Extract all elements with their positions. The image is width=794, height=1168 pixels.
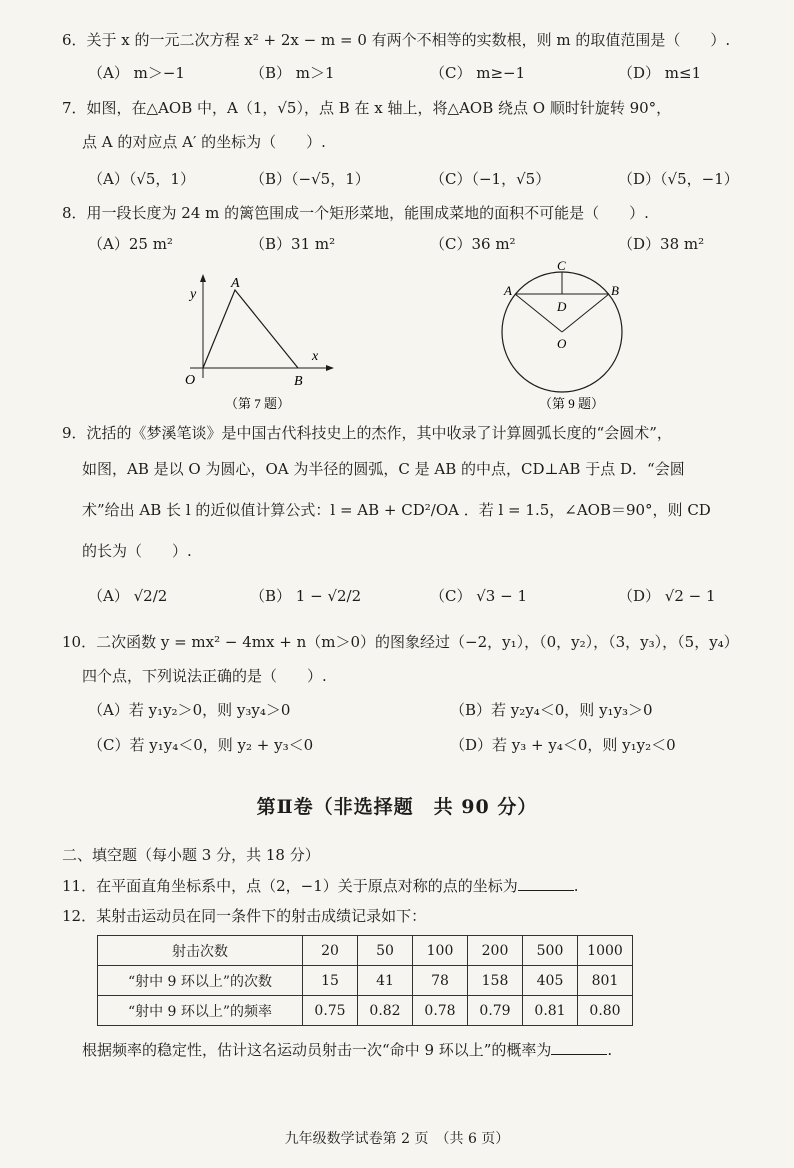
fig7-triangle xyxy=(203,290,298,368)
table-header-cell: 1000 xyxy=(578,936,633,966)
table-cell: 0.79 xyxy=(468,996,523,1026)
fig7-label-y: y xyxy=(190,287,197,302)
q9-option-b[interactable]: （B） 1 − √2/2 xyxy=(250,587,362,605)
table-cell: 41 xyxy=(358,966,413,996)
q8-option-a[interactable]: （A）25 m² xyxy=(88,235,173,253)
q11-stem xyxy=(62,876,579,896)
fig9-label-d: D xyxy=(557,299,567,314)
q8-stem: 8．用一段长度为 24 m 的篱笆围成一个矩形菜地，能围成菜地的面积不可能是（ ）. xyxy=(62,204,649,222)
q10-option-b[interactable]: （B）若 y₂y₄＜0，则 y₁y₃＞0 xyxy=(450,701,653,719)
q6-option-a[interactable]: （A） m＞−1 xyxy=(88,64,185,82)
q12-followup xyxy=(82,1040,612,1060)
q8-option-c[interactable]: （C）36 m² xyxy=(430,235,516,253)
fig9-segment-oa xyxy=(515,294,562,332)
q10-option-c[interactable]: （C）若 y₁y₄＜0，则 y₂ + y₃＜0 xyxy=(88,736,314,754)
q9-stem-line2: 如图，AB 是以 O 为圆心，OA 为半径的圆弧，C 是 AB 的中点，CD⊥AB 于点 D．“会圆 xyxy=(82,460,685,478)
table-cell: 0.81 xyxy=(523,996,578,1026)
table-row xyxy=(98,996,633,1026)
table-header-cell: 射击次数 xyxy=(98,936,303,966)
q9-stem-line4: 的长为（ ）. xyxy=(82,542,192,560)
fig7-label-a: A xyxy=(231,276,240,291)
q7-stem-line1: 7．如图，在△AOB 中，A（1，√5），点 B 在 x 轴上，将△AOB 绕点 O 顺时针旋转 90°， xyxy=(62,99,672,117)
q9-option-a[interactable]: （A） √2/2 xyxy=(88,587,168,605)
q6-stem: 6．关于 x 的一元二次方程 x² + 2x − m = 0 有两个不相等的实数根，则 m 的取值范围是（ ）. xyxy=(62,31,731,49)
q11-text: 11．在平面直角坐标系中，点（2，−1）关于原点对称的点的坐标为 xyxy=(62,877,518,895)
table-cell: 405 xyxy=(523,966,578,996)
q10-option-a[interactable]: （A）若 y₁y₂＞0，则 y₃y₄＞0 xyxy=(88,701,291,719)
table-cell: “射中 9 环以上”的次数 xyxy=(98,966,303,996)
q7-stem-line2: 点 A 的对应点 A′ 的坐标为（ ）. xyxy=(82,133,326,151)
table-cell: 0.75 xyxy=(303,996,358,1026)
table-cell: 0.80 xyxy=(578,996,633,1026)
q9-option-d[interactable]: （D） √2 − 1 xyxy=(618,587,716,605)
q6-option-d[interactable]: （D） m≤1 xyxy=(618,64,702,82)
table-header-cell: 200 xyxy=(468,936,523,966)
q12-period: . xyxy=(607,1041,613,1059)
q7-option-d[interactable]: （D）（√5，−1） xyxy=(618,170,739,188)
q9-stem-line3: 术”给出 AB 长 l 的近似值计算公式：l = AB + CD²/OA ．若 l = 1.5，∠AOB＝90°，则 CD xyxy=(82,501,711,519)
fig7-y-arrow xyxy=(200,274,206,282)
q10-option-d[interactable]: （D）若 y₃ + y₄＜0，则 y₁y₂＜0 xyxy=(450,736,676,754)
q7-option-c[interactable]: （C）（−1，√5） xyxy=(430,170,551,188)
table-cell: 0.82 xyxy=(358,996,413,1026)
q7-option-a[interactable]: （A）（√5，1） xyxy=(88,170,195,188)
table-cell: “射中 9 环以上”的频率 xyxy=(98,996,303,1026)
table-header-row xyxy=(98,936,633,966)
fig9-segment-ob xyxy=(562,294,609,332)
table-header-cell: 500 xyxy=(523,936,578,966)
table-cell: 158 xyxy=(468,966,523,996)
fig9-caption: （第 9 题） xyxy=(539,396,605,411)
q10-stem-line1: 10．二次函数 y = mx² − 4mx + n（m＞0）的图象经过（−2，y₁），（0，y₂），（3，y₃），（5，y₄） xyxy=(62,633,739,651)
q9-stem-line1: 9．沈括的《梦溪笔谈》是中国古代科技史上的杰作，其中收录了计算圆弧长度的“会圆术”， xyxy=(62,424,672,442)
section2-heading: 二、填空题（每小题 3 分，共 18 分） xyxy=(62,846,320,864)
fig9-label-o: O xyxy=(557,336,567,351)
q9-option-c[interactable]: （C） √3 − 1 xyxy=(430,587,527,605)
fig7-label-b: B xyxy=(294,374,303,389)
part2-title: 第Ⅱ卷（非选择题 共 90 分） xyxy=(256,796,538,818)
q8-option-d[interactable]: （D）38 m² xyxy=(618,235,705,253)
table-header-cell: 20 xyxy=(303,936,358,966)
table-row xyxy=(98,966,633,996)
q12-answer-blank[interactable] xyxy=(551,1040,607,1055)
q7-option-b[interactable]: （B）（−√5，1） xyxy=(250,170,370,188)
page-footer: 九年级数学试卷第 2 页 （共 6 页） xyxy=(284,1131,510,1147)
score-table xyxy=(97,935,633,1026)
fig9-label-c: C xyxy=(557,258,566,273)
table-header-cell: 50 xyxy=(358,936,413,966)
q11-answer-blank[interactable] xyxy=(518,876,574,891)
fig7-label-o: O xyxy=(185,373,196,388)
table-header-cell: 100 xyxy=(413,936,468,966)
table-cell: 801 xyxy=(578,966,633,996)
fig7-x-arrow xyxy=(326,365,334,371)
fig7-label-x: x xyxy=(312,349,319,364)
fig9-label-a: A xyxy=(504,283,512,298)
figure-7 xyxy=(170,268,340,418)
table-cell: 78 xyxy=(413,966,468,996)
q8-option-b[interactable]: （B）31 m² xyxy=(250,235,336,253)
q6-option-b[interactable]: （B） m＞1 xyxy=(250,64,335,82)
fig7-caption: （第 7 题） xyxy=(225,396,291,411)
q11-period: . xyxy=(573,877,579,895)
figure-9 xyxy=(490,258,640,418)
table-cell: 15 xyxy=(303,966,358,996)
table-cell: 0.78 xyxy=(413,996,468,1026)
fig9-label-b: B xyxy=(611,283,619,298)
q6-option-c[interactable]: （C） m≥−1 xyxy=(430,64,526,82)
q12-followup-text: 根据频率的稳定性，估计这名运动员射击一次“命中 9 环以上”的概率为 xyxy=(82,1041,552,1059)
q10-stem-line2: 四个点，下列说法正确的是（ ）. xyxy=(82,667,327,685)
q12-stem: 12．某射击运动员在同一条件下的射击成绩记录如下： xyxy=(62,907,427,925)
